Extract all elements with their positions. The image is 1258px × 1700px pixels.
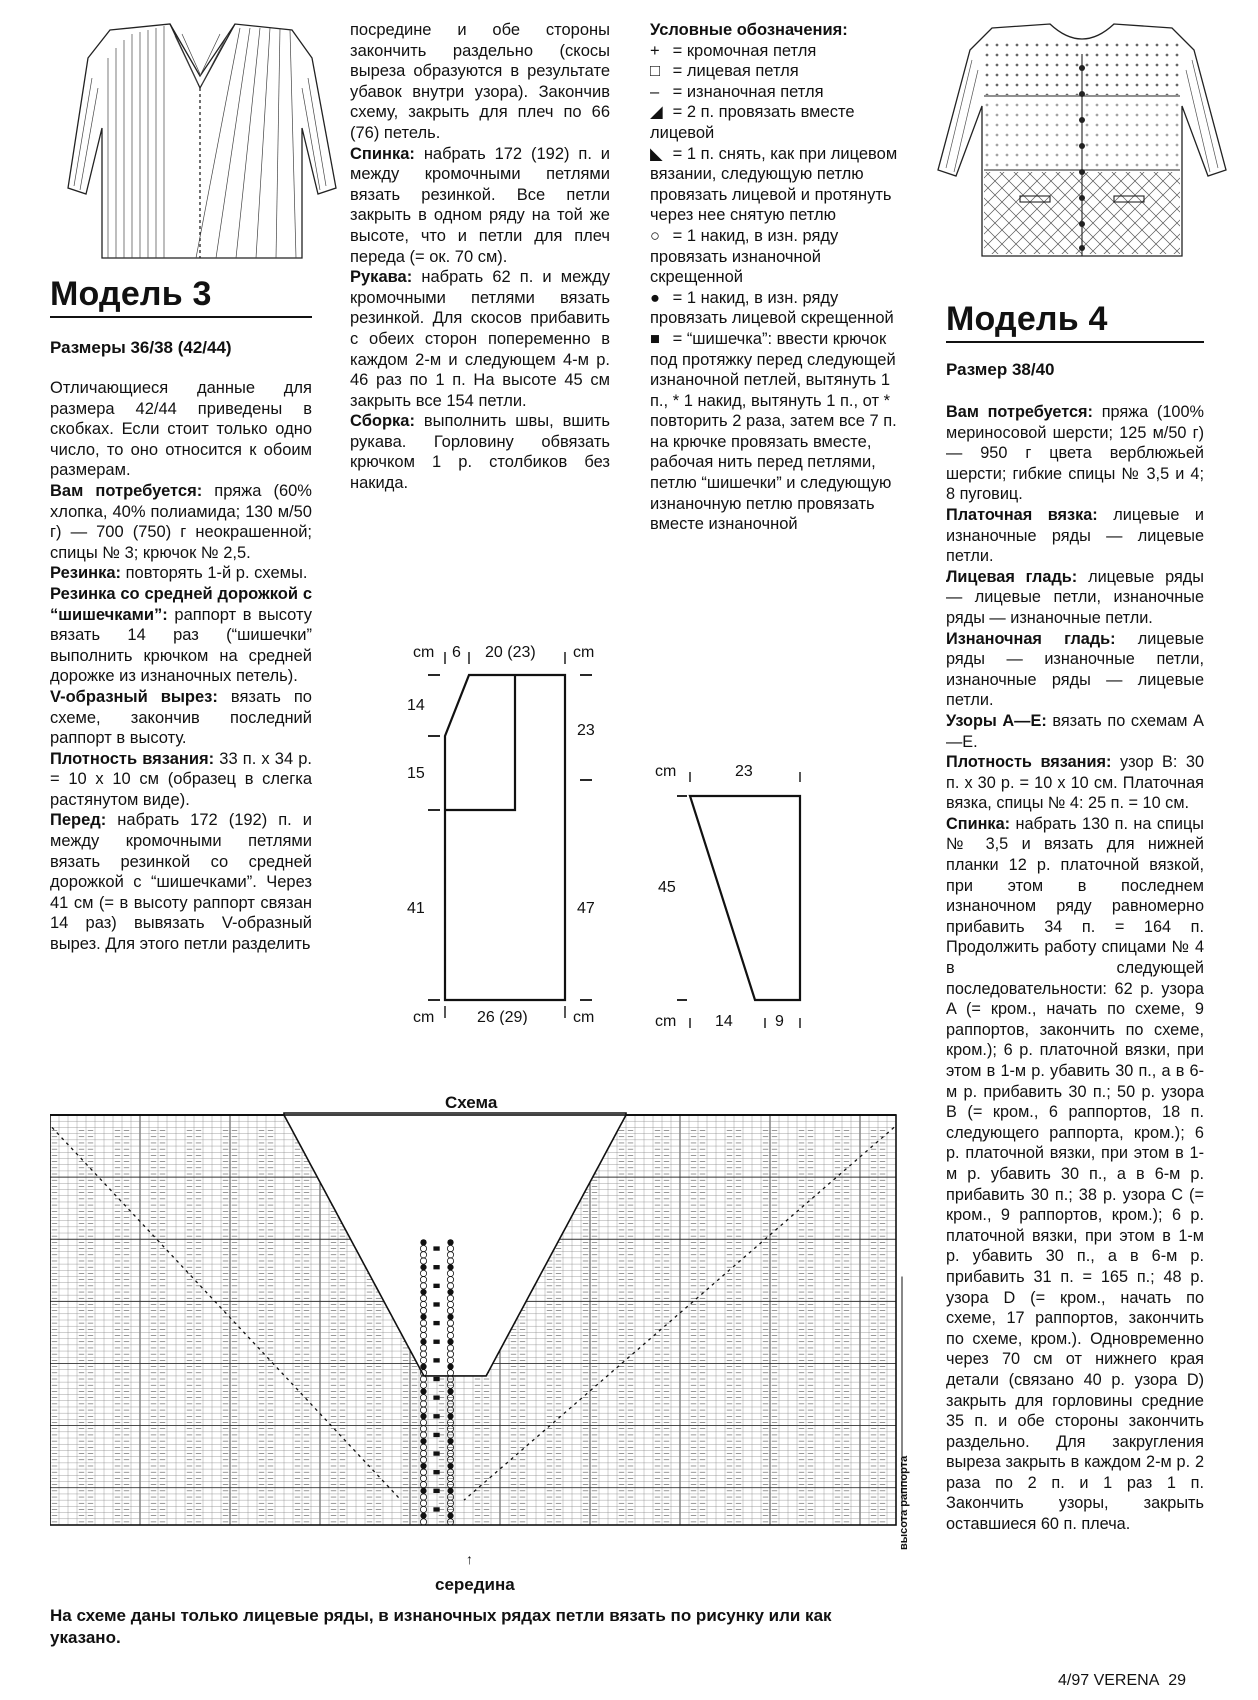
legend-text: = “шишечка”: ввести крючок под протяжку перед следующей изнаночной петлей, вытянуть 1 п., * 1 накид, вытянуть 1 п., от * повторить 2 раза, затем все 7 п. на крючке провязать вместе, рабочая нить перед петлями, петлю “шишечки” и следующую изнаночную петлю провязать вместе изнаночной — [650, 329, 897, 534]
sleeve-bottom-left-label: 14 — [715, 1013, 733, 1030]
legend-text: = лицевая петля — [672, 62, 799, 81]
legend-text: = 1 накид, в изн. ряду провязать лицевой скрещенной — [650, 288, 894, 328]
vneck-label: V-образный вырез: — [50, 687, 218, 706]
m4-reverse-label: Изнаночная гладь: — [946, 629, 1116, 648]
model3-column-2 — [350, 20, 610, 494]
unit-label: cm — [413, 644, 435, 661]
legend-list — [650, 41, 912, 535]
materials-text: пряжа (60% хлопка, 40% полиамида; 130 м/50 г) — 700 (750) г неокрашенной; спицы № 3; крючок № 2,5. — [50, 481, 312, 562]
front-continued: посредине и обе стороны закончить раздельно (скосы выреза образуются в результате убавок внутри узора). Закончив схему, закрыть для плеч по 66 (76) петель. — [350, 21, 610, 142]
model4-column — [946, 402, 1204, 1535]
height-23-label: 23 — [577, 722, 595, 739]
m4-garter-text: лицевые и изнаночные ряды — лицевые петли. — [946, 505, 1204, 566]
rib-text: повторять 1-й р. схемы. — [125, 564, 308, 583]
page-number: 29 — [1168, 1672, 1187, 1689]
center-arrow-icon: ↑ — [466, 1551, 473, 1567]
unit-label: cm — [655, 1013, 677, 1030]
legend-symbol-icon: ◢ — [650, 103, 663, 122]
page-footer — [1058, 1672, 1186, 1690]
model3-sweater-illustration — [50, 18, 345, 263]
legend-symbol-icon: □ — [650, 62, 660, 81]
legend-item — [650, 61, 912, 82]
rib-mid-label: Резинка со средней дорожкой с “шишечками”: — [50, 584, 312, 624]
front-label: Перед: — [50, 811, 107, 830]
legend-text: = 2 п. провязать вместе лицевой — [650, 103, 855, 142]
legend-text: = кромочная петля — [672, 41, 817, 60]
model3-title: Модель 3 — [50, 275, 212, 313]
legend-symbol-icon: ● — [650, 288, 660, 307]
sleeve-bottom-right-label: 9 — [775, 1013, 784, 1030]
m4-patterns-label: Узоры A—E: — [946, 711, 1047, 730]
legend-text: = 1 накид, в изн. ряду провязать изнаночной скрещенной — [650, 226, 839, 287]
materials-label: Вам потребуется: — [50, 481, 203, 500]
legend-symbol-icon: ○ — [650, 226, 660, 245]
m4-stockinette-text: лицевые ряды — лицевые петли, изнаночные ряды — изнаночные петли. — [946, 567, 1204, 627]
repeat-height-label-wrap — [898, 1410, 918, 1630]
m4-back-label: Спинка: — [946, 814, 1011, 833]
front-pattern-schematic — [405, 640, 615, 1025]
assembly-label: Сборка: — [350, 412, 415, 431]
rib-label: Резинка: — [50, 564, 122, 583]
repeat-height-label: высота раппорта — [898, 1455, 910, 1550]
model4-title-rule — [946, 341, 1204, 343]
neck-width-label: 6 — [452, 644, 461, 661]
sleeve-length-label: 45 — [658, 879, 676, 896]
shoulder-width-label: 20 (23) — [485, 644, 536, 661]
sleeve-label: Рукава: — [350, 268, 413, 287]
legend-item — [650, 102, 912, 143]
chart-note: На схеме даны только лицевые ряды, в изнаночных рядах петли вязать по рисунку или как указано. — [50, 1606, 832, 1647]
model3-sizes: Размеры 36/38 (42/44) — [50, 338, 232, 357]
m4-back-text: набрать 130 п. на спицы № 3,5 и вязать для нижней планки 12 р. платочной вязкой, при этом в последнем изнаночном ряду равномерно прибавить 34 п. = 164 п. Продолжить работу спицами № 4 в следующей последовательности: 62 р. узора A (= кром., начать по схеме, 9 раппортов, закончить по схеме, кром.); 6 р. платочной вязки, при этом в 1-м р. убавить 30 п., а в 6-м р. прибавить 30 п.; 50 р. узора B (= кром., 6 раппортов, 18 п. следующего раппорта, кром.); 6 р. платочной вязки, при этом в 1-м р. убавить 30 п., а в 6-м р. прибавить 30 п.; 38 р. узора C (= кром., 9 раппортов, кром.); 6 р. платочной вязки, при этом в 1-м р. убавить 30 п., а в 6-м р. прибавить 31 п. = 165 п.; 48 р. узора D (= кром., начать по схеме, 17 раппортов, закончить по схеме, кром.). Одновременно через 70 см от нижнего края детали (связано 40 р. узора D) закрыть для горловины средние 35 п. и обе стороны закончить раздельно. Для закругления выреза закрыть в каждом 2-м р. 2 раза по 2 п. и 1 раз 1 п. Закончить узоры, закрыть оставшиеся 60 п. плеча. — [946, 814, 1204, 1534]
chart-title: Схема — [445, 1093, 498, 1112]
model4-cardigan-illustration — [932, 20, 1232, 260]
m4-garter-label: Платочная вязка: — [946, 505, 1098, 524]
gauge-text: 33 п. х 34 р. = 10 х 10 см (образец в слегка растянутом виде). — [50, 749, 312, 809]
sleeve-top-width-label: 23 — [735, 763, 753, 780]
legend-symbol-icon: – — [650, 82, 660, 101]
legend-symbol-icon: ■ — [650, 329, 660, 348]
sleeve-text: набрать 62 п. и между кромочными петлями вязать резинкой. Для скосов прибавить с обеих сторон попеременно в каждом 2-м и следующем 4-м р. 46 раз по 1 п. На высоте 45 см закрыть все 154 петли. — [350, 268, 610, 410]
front-text: набрать 172 (192) п. и между кромочными петлями вязать резинкой со средней дорожкой с “шишечками”. Через 41 см (= в высоту раппорт связан 14 раз) вывязать V-образный вырез. Для этого петли разделить — [50, 811, 312, 954]
legend-item — [650, 82, 912, 103]
m4-gauge-text: узор B: 30 п. х 30 р. = 10 х 10 см. Платочная вязка, спицы № 4: 25 п. = 10 см. — [946, 753, 1205, 813]
unit-label: cm — [573, 644, 595, 661]
legend-text: = 1 п. снять, как при лицевом вязании, следующую петлю провязать лицевой и протянуть через нее снятую петлю — [650, 144, 898, 225]
height-41-label: 41 — [407, 900, 425, 917]
model4-title: Модель 4 — [946, 300, 1108, 338]
legend-text: = изнаночная петля — [672, 82, 824, 101]
rib-mid-text: раппорт в высоту вязать 14 раз (“шишечки” выполнить крючком на средней дорожке из изнаночных петель). — [50, 605, 312, 686]
knitting-chart — [50, 1095, 910, 1530]
issue-label: 4/97 VERENA — [1058, 1672, 1160, 1689]
model3-intro: Отличающиеся данные для размера 42/44 приведены в скобках. Если стоит только одно число, то оно относится к обоим размерам. — [50, 379, 312, 480]
model4-sizes: Размер 38/40 — [946, 360, 1055, 379]
legend-symbol-icon: + — [650, 41, 660, 60]
unit-label: cm — [655, 763, 677, 780]
m4-materials-text: пряжа (100% мериносовой шерсти; 125 м/50 г) — 950 г цвета верблюжьей шерсти; гибкие спицы № 3,5 и 4; 8 пуговиц. — [946, 403, 1204, 504]
legend-item — [650, 41, 912, 62]
sleeve-pattern-schematic — [655, 760, 815, 1030]
unit-label: cm — [573, 1009, 595, 1025]
back-text: набрать 172 (192) п. и между кромочными петлями вязать резинкой. Все петли закрыть в одном ряду на той же высоте, что и петли для плеч переда (= ок. 70 см). — [350, 144, 610, 266]
unit-label: cm — [413, 1009, 435, 1025]
m4-reverse-text: лицевые ряды — изнаночные петли, изнаночные ряды — лицевые петли. — [946, 629, 1204, 710]
back-label: Спинка: — [350, 144, 415, 163]
height-15-label: 15 — [407, 765, 425, 782]
legend-symbol-icon: ◣ — [650, 144, 663, 163]
center-label: середина — [435, 1575, 515, 1594]
m4-stockinette-label: Лицевая гладь: — [946, 567, 1078, 586]
legend-item — [650, 144, 912, 226]
m4-materials-label: Вам потребуется: — [946, 403, 1093, 421]
gauge-label: Плотность вязания: — [50, 749, 215, 768]
height-14-label: 14 — [407, 697, 425, 714]
legend-title: Условные обозначения: — [650, 21, 848, 39]
height-47-label: 47 — [577, 900, 595, 917]
legend-item — [650, 226, 912, 288]
m4-patterns-text: вязать по схемам A—E. — [946, 711, 1204, 751]
legend — [650, 20, 912, 535]
bottom-width-label: 26 (29) — [477, 1009, 528, 1025]
assembly-text: выполнить швы, вшить рукава. Горловину обвязать крючком 1 р. столбиков без накида. — [350, 412, 610, 493]
legend-item — [650, 329, 912, 535]
model3-column-1 — [50, 378, 312, 955]
model3-title-rule — [50, 316, 312, 318]
vneck-text: вязать по схеме, закончив последний раппорт в высоту. — [50, 687, 312, 748]
m4-gauge-label: Плотность вязания: — [946, 753, 1112, 772]
legend-item — [650, 288, 912, 329]
